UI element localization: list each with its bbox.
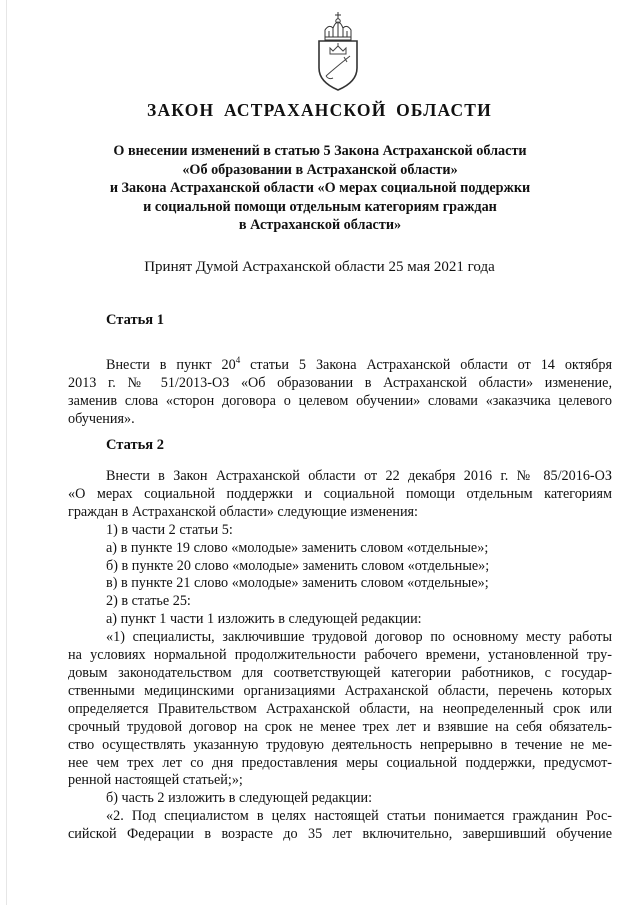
- article-2-line: ственными медицинскими организациями Астраханской области, перечень которых: [68, 682, 612, 699]
- subtitle-line: О внесении изменений в статью 5 Закона Астраханской области: [113, 143, 527, 159]
- article-1-superscript: 4: [235, 355, 241, 365]
- article-2-line: 2) в статье 25:: [106, 593, 191, 610]
- article-2-line: «2. Под специалистом в целях настоящей статьи понимается гражданин Рос-: [106, 808, 612, 825]
- article-2-line: срочный трудовой договор на срок не менее трех лет и взявшие на себя обязатель-: [68, 718, 612, 735]
- article-1-line: заменив слова «сторон договора о целевом обучении» словами «заказчика целевого: [68, 392, 612, 409]
- article-2-line: граждан в Астраханской области» следующие изменения:: [68, 503, 419, 520]
- article-2-line: «О мерах социальной поддержки и социальной помощи отдельным категориям: [68, 485, 612, 502]
- coat-of-arms-emblem: [313, 10, 363, 94]
- article-2-heading: Статья 2: [106, 437, 164, 453]
- article-1-line: обучения».: [68, 410, 135, 427]
- subtitle-line: и Закона Астраханской области «О мерах социальной поддержки: [109, 180, 531, 197]
- article-2-line: б) в пункте 20 слово «молодые» заменить словом «отдельные»;: [106, 557, 490, 574]
- law-subtitle: [60, 142, 580, 235]
- article-2-line: в) в пункте 21 слово «молодые» заменить словом «отдельные»;: [106, 575, 489, 592]
- scan-edge: [6, 0, 7, 905]
- article-1-line: [68, 357, 612, 375]
- article-2-line: 1) в части 2 статьи 5:: [106, 521, 233, 538]
- article-2-line: ренной настоящей статьей;»;: [68, 772, 243, 789]
- article-2-line: определяется Правительством Астраханской области, на неопределенный срок или: [68, 700, 612, 717]
- article-2-line: на условиях нормальной продолжительности рабочего времени, установленной тру-: [68, 647, 612, 664]
- adoption-note: Принят Думой Астраханской области 25 мая 2021 года: [144, 259, 495, 275]
- subtitle-line: и социальной помощи отдельным категориям граждан: [143, 198, 497, 215]
- article-1-text-start: Внести в пункт 20: [106, 357, 236, 373]
- subtitle-line: в Астраханской области»: [238, 217, 402, 234]
- article-1-text-end: статьи 5 Закона Астраханской области от 14 октября: [240, 357, 612, 373]
- subtitle-line: «Об образовании в Астраханской области»: [182, 161, 458, 178]
- article-2-line: Внести в Закон Астраханской области от 22 декабря 2016 г. № 85/2016-ОЗ: [106, 468, 612, 484]
- article-2-line: сийской Федерации в возрасте до 35 лет включительно, завершивший обучение: [68, 826, 612, 843]
- article-2-line: б) часть 2 изложить в следующей редакции:: [106, 790, 373, 807]
- article-1-line: 2013 г. № 51/2013-ОЗ «Об образовании в Астраханской области» изменение,: [68, 374, 612, 391]
- article-1-heading: Статья 1: [106, 312, 164, 328]
- article-2-line: а) в пункте 19 слово «молодые» заменить словом «отдельные»;: [106, 539, 489, 556]
- article-2-body: [68, 468, 612, 844]
- article-2-line: «1) специалисты, заключившие трудовой договор по основному месту работы: [106, 629, 612, 646]
- article-2-line: нее чем трех лет со дня предоставления меры социальной поддержки, предусмот-: [68, 754, 612, 771]
- article-2-line: ство осуществлять указанную трудовую деятельность непрерывно в течение не ме-: [68, 736, 612, 753]
- article-2-line: а) пункт 1 части 1 изложить в следующей редакции:: [106, 611, 422, 628]
- law-title: ЗАКОН АСТРАХАНСКОЙ ОБЛАСТИ: [147, 100, 492, 120]
- article-1-body: [68, 357, 612, 429]
- article-2-line: довым законодательством для соответствующей категории работников, с государ-: [68, 664, 612, 681]
